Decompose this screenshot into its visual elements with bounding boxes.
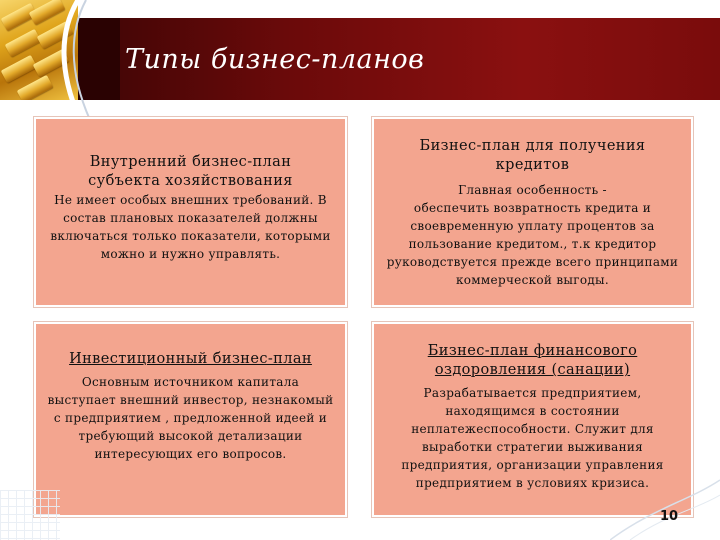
page-number: 10 [660,509,679,524]
card-body-lead: Главная особенность - [458,183,607,197]
card-body: обеспечить возвратность кредита и своевременную уплату процентов за пользование кредитом., т.к кредитор руководствуется прежде всего принципами коммерческой выгоды. [386,201,679,287]
card-title-line: Внутренний бизнес-план [89,154,292,170]
slide-title: Типы бизнес-планов [125,44,425,75]
gold-bar [5,29,42,57]
card-title: Бизнес-план для получения кредитов [419,138,646,173]
corner-curve-decoration [610,470,720,540]
gold-bar [1,55,38,83]
card-title-text: Инвестиционный бизнес-план [69,351,312,367]
card-title-line: субъекта хозяйствования [88,173,293,189]
card-title-line: оздоровления (санации) [434,362,631,378]
card-title-line: Бизнес-план финансового [427,343,638,359]
card-credit-plan [372,117,693,307]
card-title [46,350,335,369]
card-body: Не имеет особых внешних требований. В состав плановых показателей должны включаться только показатели, которыми можно и нужно управлять. [50,193,331,261]
corner-grid-decoration [0,490,60,540]
card-title [384,342,681,380]
card-investment-plan [34,322,347,517]
card-title [46,153,335,191]
card-body: Основным источником капитала выступает внешний инвестор, незнакомый с предприятием , предложенной идеей и требующий высокой детализации интересующих его вопросов. [47,375,334,461]
header-swoosh-decoration [40,0,100,120]
card-body: Разрабатывается предприятием, находящимся в состоянии неплатежеспособности. Служит для выработки стратегии выживания предприятия, организации управления предприятием в условиях кризиса. [401,386,664,490]
card-internal-plan [34,117,347,307]
